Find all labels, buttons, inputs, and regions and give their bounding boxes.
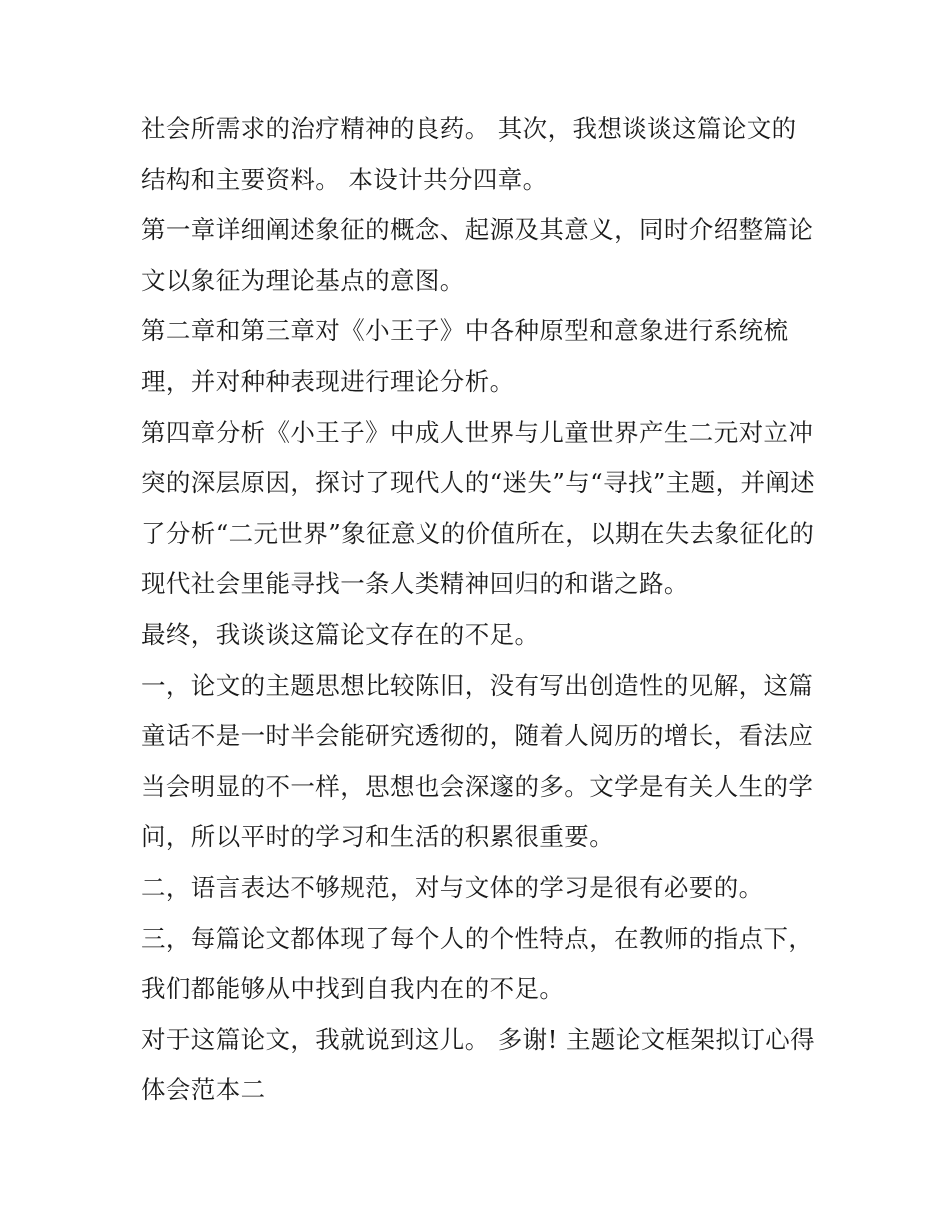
text-line: 社会所需求的治疗精神的良药。 其次，我想谈谈这篇论文的	[141, 114, 797, 143]
text-line: 理，并对种种表现进行理论分析。	[141, 366, 515, 396]
text-line: 文以象征为理论基点的意图。	[141, 265, 465, 295]
text-line: 第二章和第三章对《小王子》中各种原型和意象进行系统梳	[141, 316, 789, 346]
text-line: 我们都能够从中找到自我内在的不足。	[141, 974, 565, 1004]
text-line: 了分析“二元世界”象征意义的价值所在，以期在失去象征化的	[141, 518, 815, 548]
document-body	[141, 104, 821, 1116]
text-line: 当会明显的不一样，思想也会深邃的多。文学是有关人生的学	[141, 771, 814, 801]
text-line: 三，每篇论文都体现了每个人的个性特点，在教师的指点下，	[141, 923, 814, 953]
text-line: 问，所以平时的学习和生活的积累很重要。	[141, 822, 615, 852]
text-line: 第四章分析《小王子》中成人世界与儿童世界产生二元对立冲	[141, 417, 814, 447]
text-line: 体会范本二	[141, 1075, 266, 1105]
text-line: 最终，我谈谈这篇论文存在的不足。	[141, 619, 540, 649]
text-line: 对于这篇论文，我就说到这儿。 多谢! 主题论文框架拟订心得	[141, 1024, 816, 1054]
text-line: 一，论文的主题思想比较陈旧，没有写出创造性的见解，这篇	[141, 670, 814, 700]
text-line: 二，语言表达不够规范，对与文体的学习是很有必要的。	[141, 872, 764, 902]
text-line: 突的深层原因，探讨了现代人的“迷失”与“寻找”主题，并阐述	[141, 468, 816, 498]
text-line: 童话不是一时半会能研究透彻的，随着人阅历的增长，看法应	[141, 721, 814, 751]
text-line: 现代社会里能寻找一条人类精神回归的和谐之路。	[141, 569, 689, 599]
text-line: 结构和主要资料。 本设计共分四章。	[141, 164, 548, 194]
text-line: 第一章详细阐述象征的概念、起源及其意义，同时介绍整篇论	[141, 215, 814, 245]
